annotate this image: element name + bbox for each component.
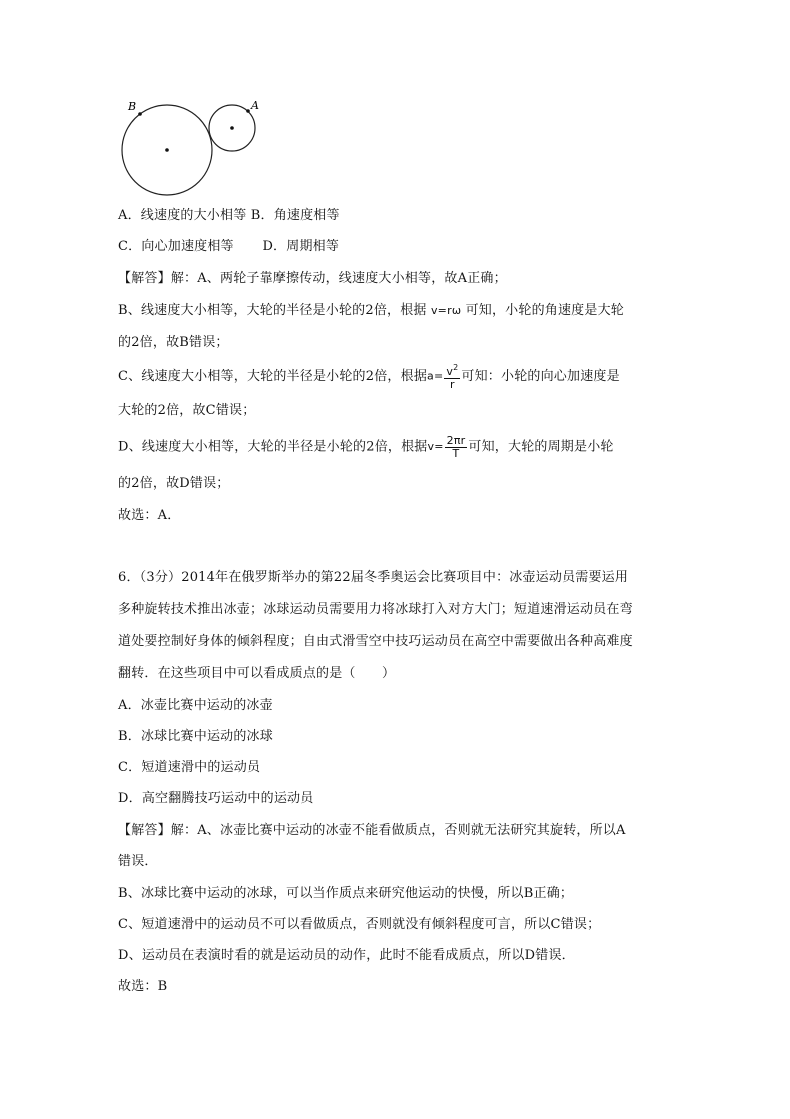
q5-answer-a-text: 解：A、两轮子靠摩擦传动，线速度大小相等，故A正确； xyxy=(170,271,507,286)
q5-option-a: A．线速度的大小相等 xyxy=(118,208,247,223)
q5-answer-d-lhs: v= xyxy=(427,440,444,453)
q5-answer-d-num: 2πr xyxy=(446,433,466,447)
label-a: A xyxy=(251,99,259,112)
q5-answer-c-den: r xyxy=(450,378,455,391)
q6-final: 故选：B xyxy=(118,979,168,994)
q5-option-d: D．周期相等 xyxy=(262,239,340,254)
q5-answer-b-prefix: B、线速度大小相等，大轮的半径是小轮的2倍，根据 xyxy=(118,303,427,318)
q5-answer-c-num: v xyxy=(446,365,454,378)
q5-answer-b-formula: v=rω xyxy=(430,304,462,317)
q5-final: 故选：A． xyxy=(118,508,181,523)
label-b: B xyxy=(128,100,137,113)
q5-option-b: B．角速度相等 xyxy=(250,208,340,223)
q5-answer-d-den: T xyxy=(452,446,460,460)
q5-answer-c-fraction xyxy=(444,362,460,391)
q5-answer-d-cont: 的2倍，故D错误； xyxy=(118,476,230,491)
q5-options-row-1 xyxy=(118,207,340,225)
q6-option-d: D．高空翻腾技巧运动中的运动员 xyxy=(118,791,314,806)
q5-answer-d xyxy=(118,434,614,461)
q5-answer-d-suffix: 可知，大轮的周期是小轮 xyxy=(468,439,614,455)
q6-option-c: C．短道速滑中的运动员 xyxy=(118,760,261,775)
q5-answer-c xyxy=(118,362,620,391)
q5-answer-d-fraction xyxy=(445,435,468,460)
q6-stem-4: 翻转．在这些项目中可以看成质点的是（ ） xyxy=(118,666,396,681)
q6-stem-1: 6．（3分）2014年在俄罗斯举办的第22届冬季奥运会比赛项目中：冰壶运动员需要运用 xyxy=(118,570,629,585)
q6-option-a: A．冰壶比赛中运动的冰壶 xyxy=(118,698,273,713)
q5-answer-c-cont: 大轮的2倍，故C错误； xyxy=(118,403,256,418)
q5-option-c: C．向心加速度相等 xyxy=(118,239,234,254)
q6-option-b: B．冰球比赛中运动的冰球 xyxy=(118,729,273,744)
q6-answer-b: B、冰球比赛中运动的冰球，可以当作质点来研究他运动的快慢，所以B正确； xyxy=(118,886,574,901)
q6-answer-c: C、短道速滑中的运动员不可以看做质点，否则就没有倾斜程度可言，所以C错误； xyxy=(118,917,601,932)
q5-answer-c-prefix: C、线速度大小相等，大轮的半径是小轮的2倍，根据 xyxy=(118,369,428,384)
q5-answer-b xyxy=(118,302,624,320)
q6-answer-d: D、运动员在表演时看的就是运动员的动作，此时不能看成质点，所以D错误． xyxy=(118,948,575,963)
q5-options-row-2 xyxy=(118,238,339,256)
q6-stem-3: 道处要控制好身体的倾斜程度；自由式滑雪空中技巧运动员在高空中需要做出各种高难度 xyxy=(118,634,633,649)
q5-answer-d-prefix: D、线速度大小相等，大轮的半径是小轮的2倍，根据 xyxy=(118,439,428,455)
q5-answer-b-cont: 的2倍，故B错误； xyxy=(118,335,229,350)
q6-stem-2: 多种旋转技术推出冰壶；冰球运动员需要用力将冰球打入对方大门；短道速滑运动员在弯 xyxy=(118,602,633,617)
q5-answer-c-lhs: a= xyxy=(427,369,444,383)
large-wheel-center xyxy=(165,148,169,152)
small-wheel-center xyxy=(230,126,234,130)
q6-answer-a-1: 【解答】解：A、冰壶比赛中运动的冰壶不能看做质点，否则就无法研究其旋转，所以A xyxy=(118,823,626,838)
point-a xyxy=(246,109,250,113)
q5-answer-c-sup: 2 xyxy=(453,363,459,372)
q5-answer-tag: 【解答】 xyxy=(118,271,171,286)
q5-answer-b-suffix: 可知，小轮的角速度是大轮 xyxy=(465,303,624,318)
q5-answer-a xyxy=(118,270,507,288)
q6-answer-a-2: 错误． xyxy=(118,854,158,869)
two-wheels-figure xyxy=(118,94,278,204)
q5-answer-c-suffix: 可知：小轮的向心加速度是 xyxy=(461,369,620,384)
point-b xyxy=(138,112,142,116)
